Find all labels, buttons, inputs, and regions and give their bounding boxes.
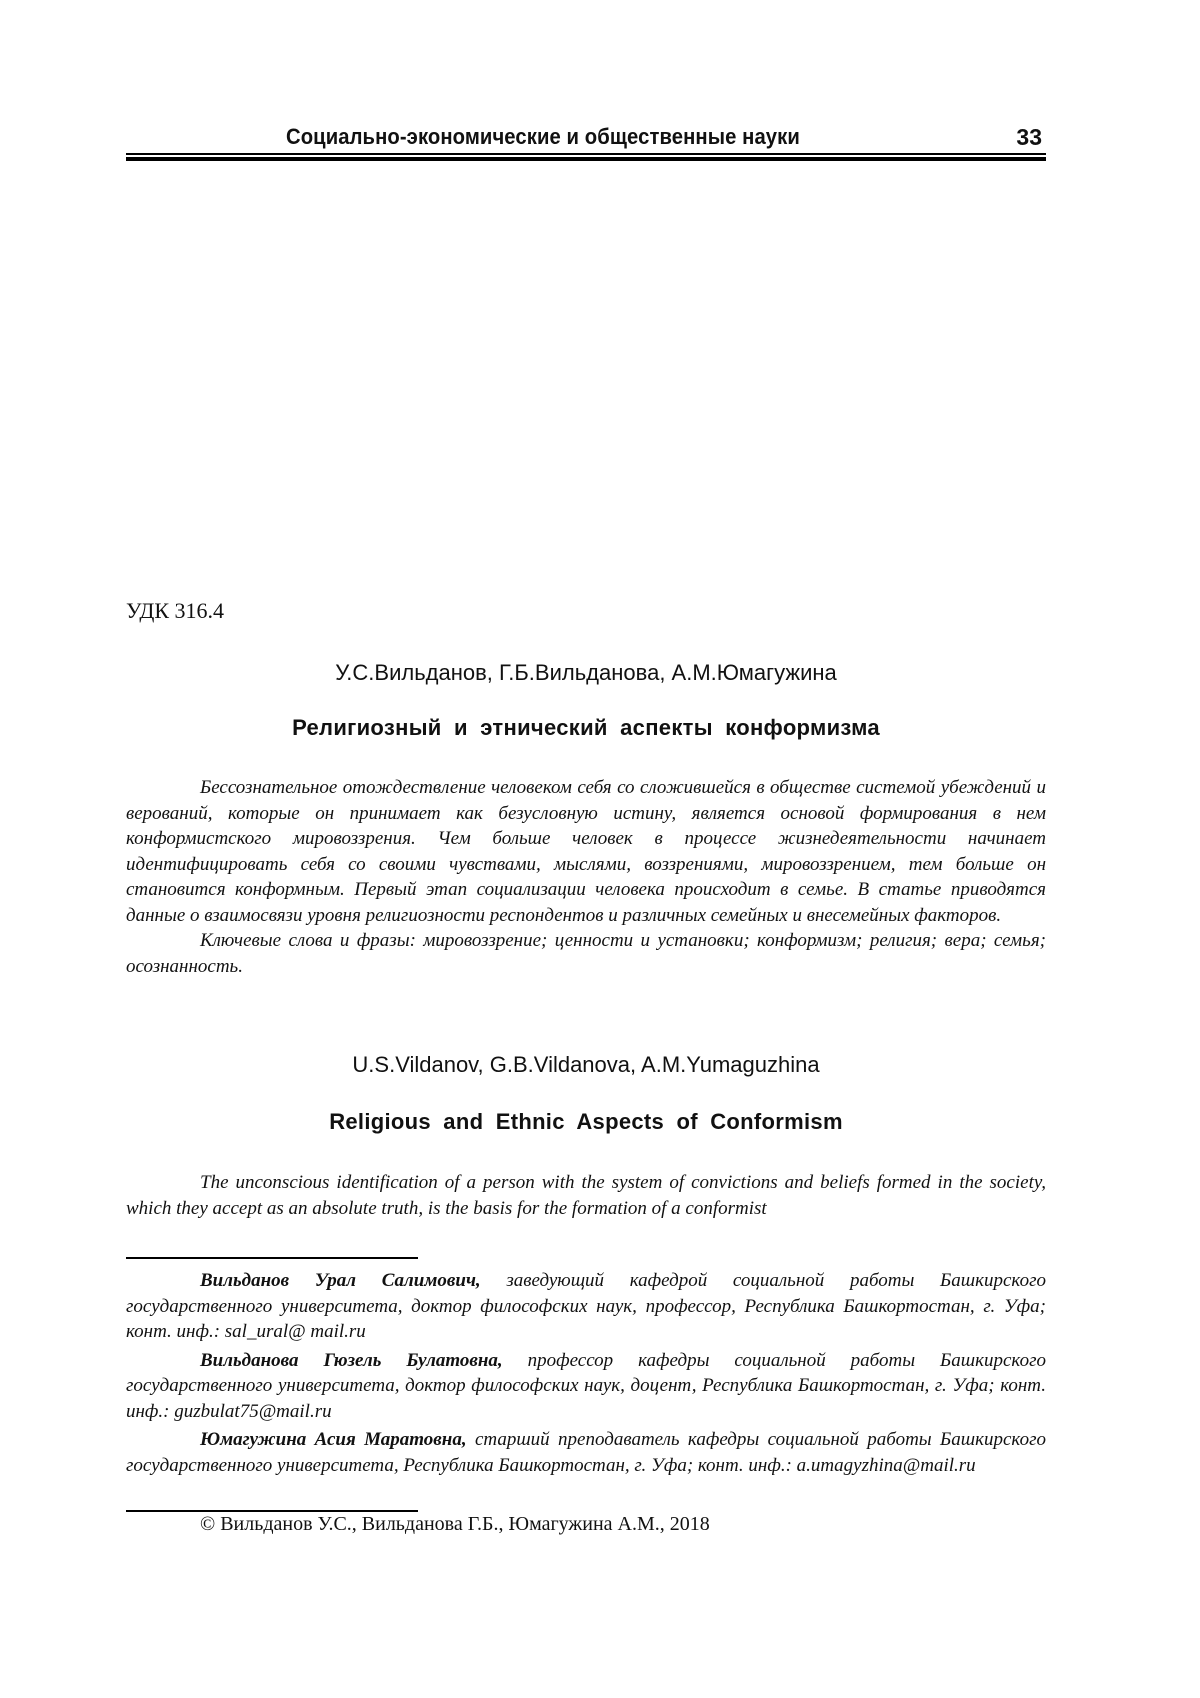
footnote-author-info: профессор кафедры социальной работы Башкирского государственного университета, доктор философских наук, доцент, Республика Башкортостан, г. Уфа; конт. инф.: guzbulat75@mail.ru bbox=[126, 1349, 1046, 1422]
running-header bbox=[126, 124, 1046, 154]
footnote-author-info: заведующий кафедрой социальной работы Башкирского государственного университета, доктор философских наук, профессор, Республика Башкортостан, г. Уфа; конт. инф.: sal_ural@ mail.ru bbox=[126, 1270, 1047, 1342]
abstract-russian-text: Бессознательное отождествление человеком себя со сложившейся в обществе системой убеждений и верований, которые он принимает как безусловную истину, является основой формирования в нем конформистского мировоззрения. Чем больше человек в процессе жизнедеятельности начинает идентифицировать себя со своими чувствами, мыслями, воззрениями, мировоззрением, тем больше он становится конформным. Первый этап социализации человека происходит в семье. В статье приводятся данные о взаимосвязи уровня религиозности респондентов и различных семейных и внесемейных факторов. bbox=[126, 777, 1046, 926]
footnote-author-info: старший преподаватель кафедры социальной работы Башкирского государственного университета, Республика Башкортостан, г. Уфа; конт. инф.: a.umagyzhina@mail.ru bbox=[126, 1429, 1046, 1476]
footnote-item bbox=[126, 1427, 1046, 1478]
authors-english: U.S.Vildanov, G.B.Vildanova, A.M.Yumaguzhina bbox=[352, 1052, 820, 1077]
authors-russian: У.С.Вильданов, Г.Б.Вильданова, А.М.Юмагужина bbox=[335, 660, 837, 685]
footnote-author-name: Вильданов Урал Салимович, bbox=[200, 1270, 481, 1291]
abstract-english bbox=[126, 1170, 1046, 1221]
footnote-author-name: Юмагужина Асия Маратовна, bbox=[200, 1429, 467, 1450]
abstract-russian bbox=[126, 775, 1046, 979]
abstract-english-text: The unconscious identification of a person with the system of convictions and beliefs formed in the society, which they accept as an absolute truth, is the basis for the formation of a conformist bbox=[126, 1172, 1046, 1219]
footnote-item bbox=[126, 1348, 1046, 1425]
footnote-author-name: Вильданова Гюзель Булатовна, bbox=[200, 1349, 503, 1371]
article-title-english: Religious and Ethnic Aspects of Conformism bbox=[329, 1109, 843, 1134]
copyright-separator bbox=[126, 1510, 418, 1512]
page-number: 33 bbox=[1016, 124, 1042, 150]
keywords-russian: Ключевые слова и фразы: мировоззрение; ценности и установки; конформизм; религия; вера; семья; осознанность. bbox=[126, 930, 1046, 977]
author-footnotes bbox=[126, 1268, 1046, 1481]
journal-section-title: Социально-экономические и общественные науки bbox=[286, 124, 800, 149]
header-rule-thick bbox=[126, 157, 1046, 161]
footnote-item bbox=[126, 1268, 1046, 1345]
footnote-separator bbox=[126, 1257, 418, 1259]
article-title-russian: Религиозный и этнический аспекты конформизма bbox=[292, 715, 880, 740]
copyright-notice: © Вильданов У.С., Вильданова Г.Б., Юмагужина А.М., 2018 bbox=[200, 1513, 710, 1535]
header-rule-thin bbox=[126, 153, 1046, 155]
udc-code: УДК 316.4 bbox=[126, 598, 225, 623]
